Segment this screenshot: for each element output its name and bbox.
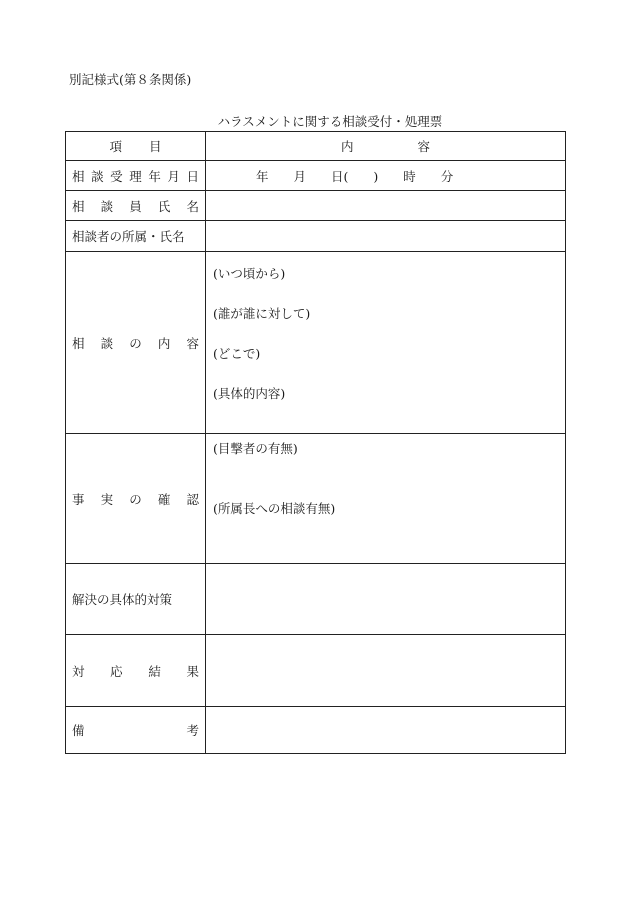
result-label — [66, 635, 206, 707]
label-char: 対 — [72, 663, 85, 679]
content-field[interactable] — [206, 252, 566, 434]
counselor-label — [66, 191, 206, 221]
header-item-cell — [66, 132, 206, 161]
label-char: の — [129, 491, 142, 507]
consultation-form-table — [65, 131, 566, 754]
label-char: 受 — [110, 168, 123, 184]
consulter-row — [66, 221, 566, 252]
prompt-details: (具体的内容) — [213, 386, 286, 401]
prompt-where: (どこで) — [213, 346, 261, 361]
consulter-label-text: 相談者の所属・氏名 — [72, 229, 185, 244]
remarks-field[interactable] — [206, 707, 566, 754]
measures-label — [66, 564, 206, 635]
remarks-label — [66, 707, 206, 754]
measures-field[interactable] — [206, 564, 566, 635]
label-char: 内 — [157, 335, 171, 351]
date-field[interactable] — [206, 161, 566, 191]
content-row — [66, 252, 566, 434]
form-title: ハラスメントに関する相談受付・処理票 — [217, 114, 443, 129]
label-char: 名 — [186, 198, 199, 214]
result-field[interactable] — [206, 635, 566, 707]
label-char: 談 — [100, 335, 114, 351]
prompt-who: (誰が誰に対して) — [213, 306, 311, 321]
facts-row — [66, 434, 566, 564]
measures-label-text: 解決の具体的対策 — [72, 592, 173, 607]
label-char: 員 — [129, 198, 142, 214]
header-item-char: 項 — [109, 139, 122, 154]
label-char: 実 — [100, 491, 114, 507]
label-char: の — [129, 335, 142, 351]
label-char: 応 — [110, 663, 123, 679]
label-char: 談 — [91, 168, 104, 184]
date-template: 年 月 日( ) 時 分 — [256, 168, 454, 184]
label-char: 結 — [148, 663, 161, 679]
form-reference: 別記様式(第８条関係) — [69, 72, 192, 87]
consulter-field[interactable] — [206, 221, 566, 252]
label-char: 相 — [72, 335, 85, 351]
header-item-char: 目 — [148, 139, 162, 154]
facts-field[interactable] — [206, 434, 566, 564]
label-char: 談 — [100, 198, 114, 214]
header-content-char: 容 — [417, 139, 431, 154]
content-label — [66, 252, 206, 434]
consulter-label — [66, 221, 206, 252]
header-content-cell — [206, 132, 566, 161]
label-char: 氏 — [157, 198, 171, 214]
label-char: 認 — [186, 491, 199, 507]
prompt-when: (いつ頃から) — [213, 266, 286, 281]
label-char: 考 — [186, 723, 199, 738]
label-char: 相 — [72, 168, 85, 184]
label-char: 相 — [72, 198, 85, 214]
label-char: 月 — [167, 168, 180, 184]
date-label — [66, 161, 206, 191]
label-char: 理 — [129, 168, 142, 184]
measures-row — [66, 564, 566, 635]
label-char: 日 — [186, 168, 199, 184]
facts-label — [66, 434, 206, 564]
date-row — [66, 161, 566, 191]
remarks-row — [66, 707, 566, 754]
counselor-name-field[interactable] — [206, 191, 566, 221]
prompt-supervisor: (所属長への相談有無) — [213, 501, 336, 516]
label-char: 確 — [157, 491, 171, 507]
label-char: 事 — [72, 491, 85, 507]
label-char: 備 — [72, 723, 85, 738]
header-content-char: 内 — [340, 139, 354, 154]
counselor-row — [66, 191, 566, 221]
result-row — [66, 635, 566, 707]
label-char: 果 — [186, 663, 199, 679]
header-row — [66, 132, 566, 161]
label-char: 年 — [148, 168, 161, 184]
prompt-witness: (目撃者の有無) — [213, 441, 298, 456]
label-char: 容 — [186, 335, 199, 351]
